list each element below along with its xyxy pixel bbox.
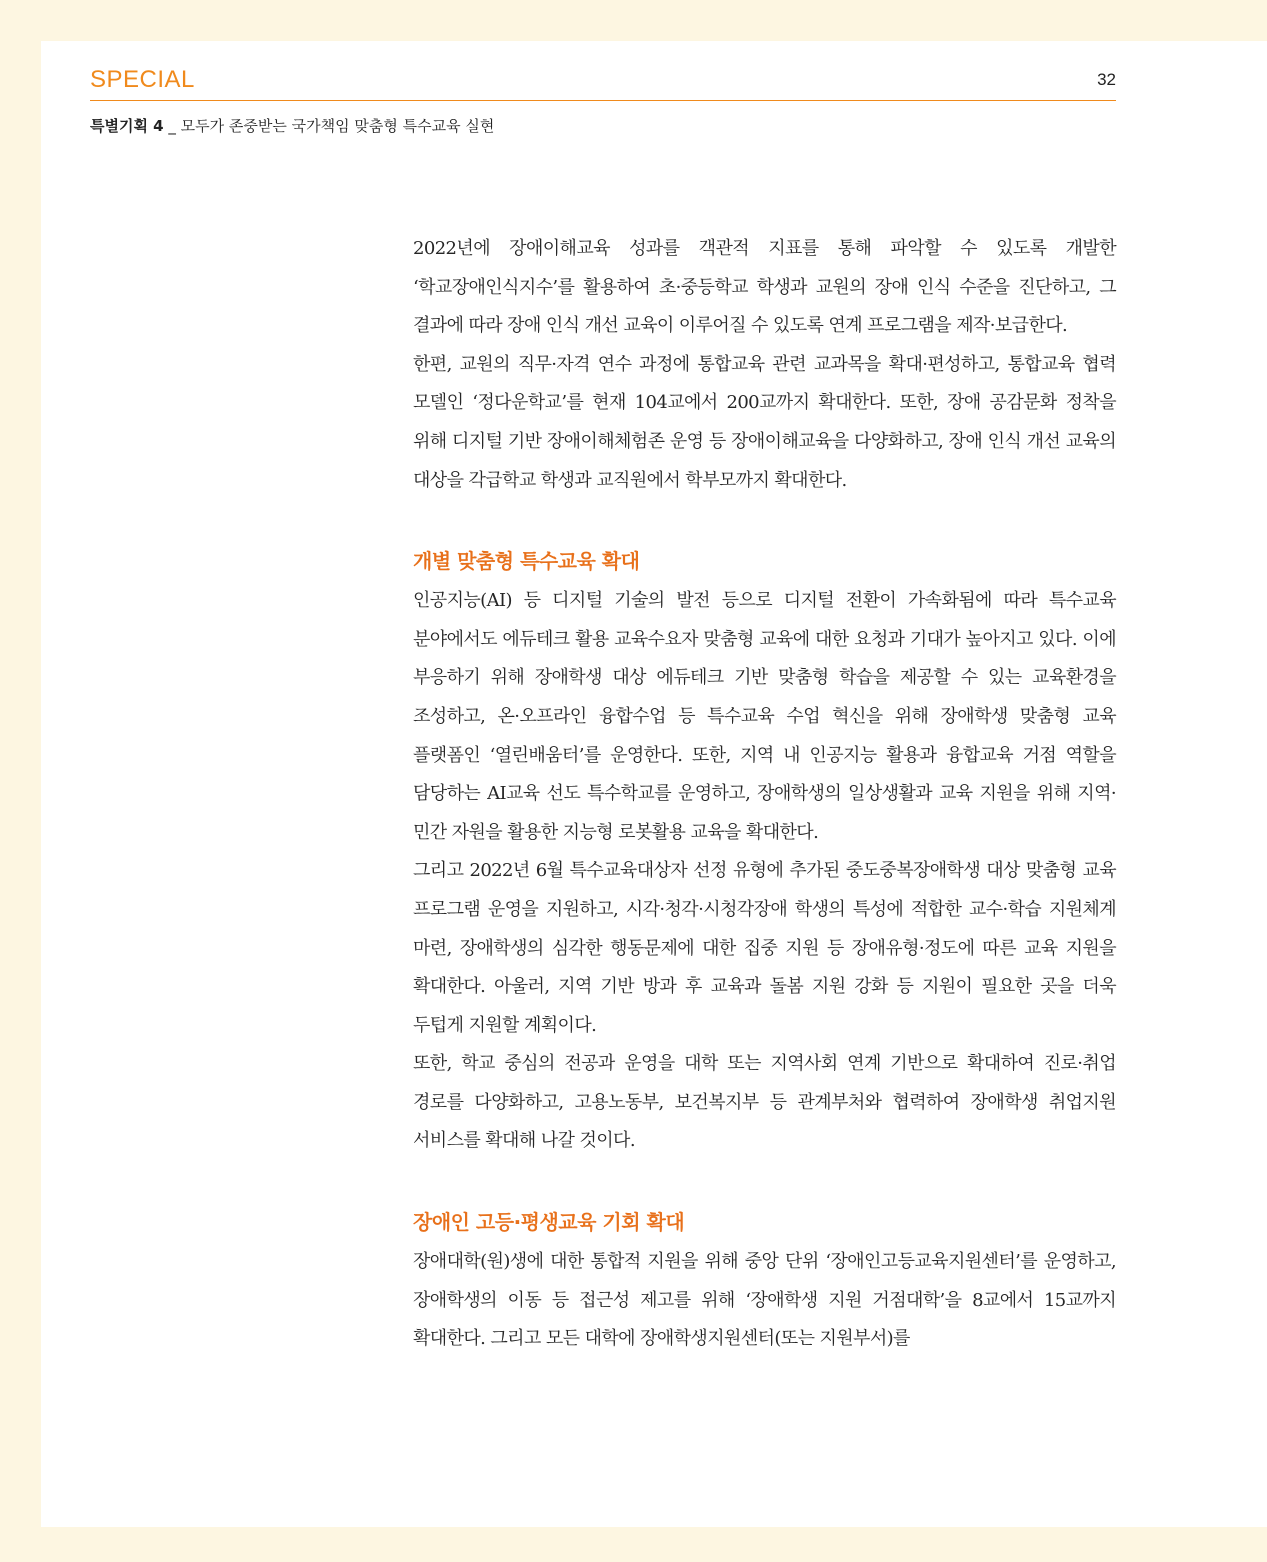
section-heading: 장애인 고등·평생교육 기회 확대 [413,1210,685,1235]
paragraph: 한편, 교원의 직무·자격 연수 과정에 통합교육 관련 교과목을 확대·편성하고, 통합교육 협력 모델인 ‘정다운학교’를 현재 104교에서 200교까지 확대한다. 또한, 장애 공감문화 정착을 위해 디지털 기반 장애이해체험존 운영 등 장애이해교육을 다양화하고, 장애 인식 개선 교육의 대상을 각급학교 학생과 교직원에서 학부모까지 확대한다. [413,353,1116,491]
series-label: 특별기획 4 [90,117,164,135]
section-heading: 개별 맞춤형 특수교육 확대 [413,549,640,574]
paragraph: 인공지능(AI) 등 디지털 기술의 발전 등으로 디지털 전환이 가속화됨에 따라 특수교육 분야에서도 에듀테크 활용 교육수요자 맞춤형 교육에 대한 요청과 기대가 높아지고 있다. 이에 부응하기 위해 장애학생 대상 에듀테크 기반 맞춤형 학습을 제공할 수 있는 교육환경을 조성하고, 온·오프라인 융합수업 등 특수교육 수업 혁신을 위해 장애학생 맞춤형 교육 플랫폼인 ‘열린배움터’를 운영한다. 또한, 지역 내 인공지능 활용과 융합교육 거점 역할을 담당하는 AI교육 선도 특수학교를 운영하고, 장애학생의 일상생활과 교육 지원을 위해 지역·민간 자원을 활용한 지능형 로봇활용 교육을 확대한다. [413,590,1116,843]
paragraph: 장애대학(원)생에 대한 통합적 지원을 위해 중앙 단위 ‘장애인고등교육지원센터’를 운영하고, 장애학생의 이동 등 접근성 제고를 위해 ‘장애학생 지원 거점대학’을 8교에서 15교까지 확대한다. 그리고 모든 대학에 장애학생지원센터(또는 지원부서)를 [413,1251,1116,1350]
section-label: SPECIAL [90,66,195,93]
paragraph: 2022년에 장애이해교육 성과를 객관적 지표를 통해 파악할 수 있도록 개발한 ‘학교장애인식지수’를 활용하여 초·중등학교 학생과 교원의 장애 인식 수준을 진단하고, 그 결과에 따라 장애 인식 개선 교육이 이루어질 수 있도록 연계 프로그램을 제작·보급한다. [413,238,1116,337]
paragraph: 그리고 2022년 6월 특수교육대상자 선정 유형에 추가된 중도중복장애학생 대상 맞춤형 교육 프로그램 운영을 지원하고, 시각·청각·시청각장애 학생의 특성에 적합한 교수·학습 지원체계 마련, 장애학생의 심각한 행동문제에 대한 집중 지원 등 장애유형·정도에 따른 교육 지원을 확대한다. 아울러, 지역 기반 방과 후 교육과 돌봄 지원 강화 등 지원이 필요한 곳을 더욱 두텁게 지원할 계획이다. [413,860,1116,1036]
series-header [90,115,494,136]
article-body [413,230,1116,1359]
page-number: 32 [1097,70,1116,89]
header-divider [90,100,1116,101]
series-title: _ 모두가 존중받는 국가책임 맞춤형 특수교육 실현 [168,117,495,135]
paragraph: 또한, 학교 중심의 전공과 운영을 대학 또는 지역사회 연계 기반으로 확대하여 진로·취업 경로를 다양화하고, 고용노동부, 보건복지부 등 관계부처와 협력하여 장애학생 취업지원 서비스를 확대해 나갈 것이다. [413,1053,1116,1152]
